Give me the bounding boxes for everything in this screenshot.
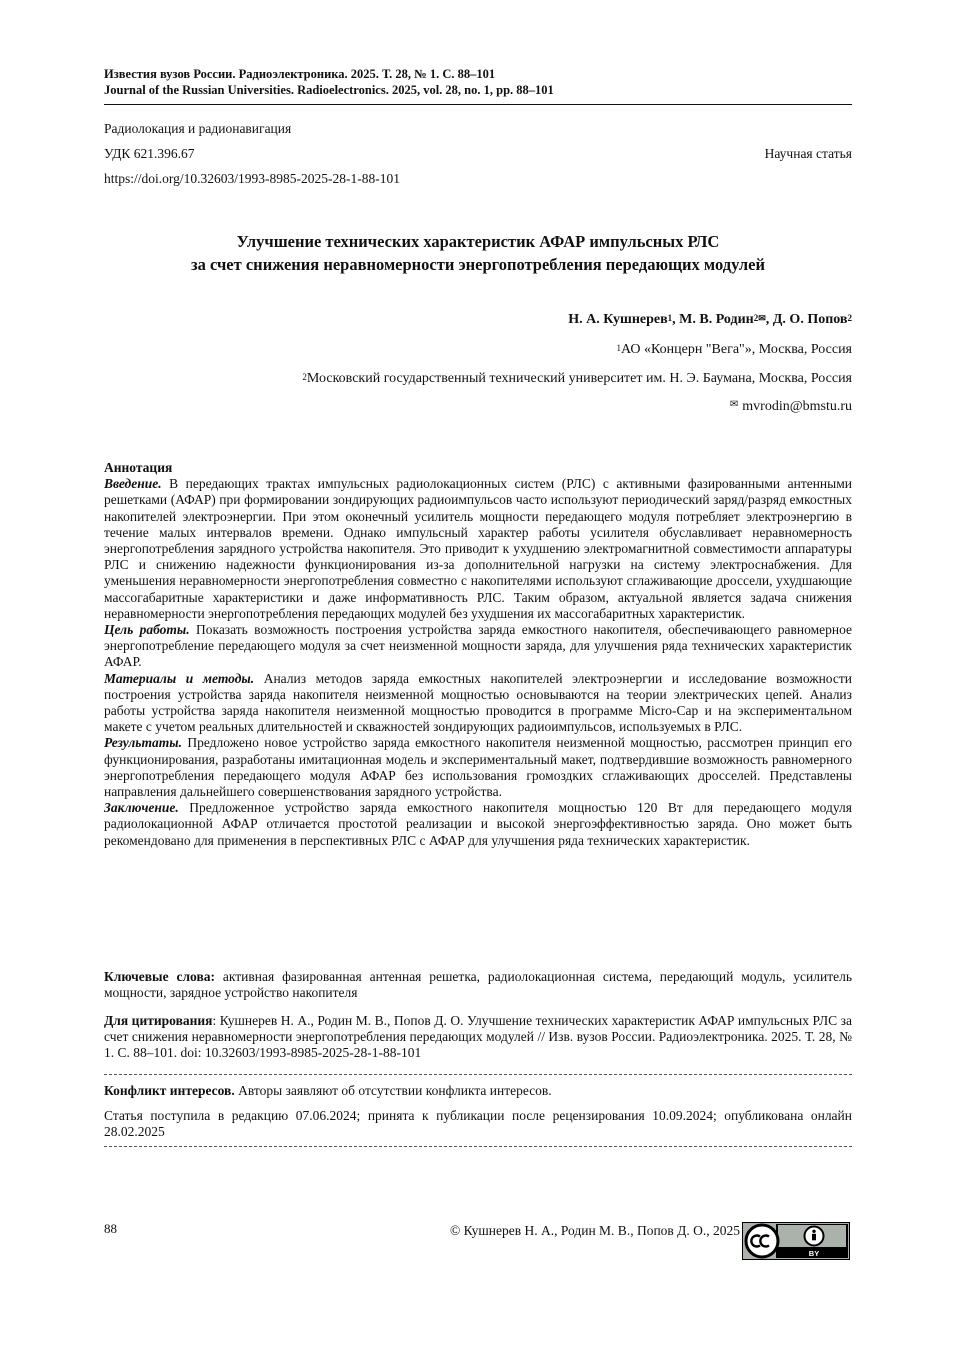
abstract-text: В передающих трактах импульсных радиолокационных систем (РЛС) с активными фазированными антенными решетками (АФАР) при формировании зондирующих радиоимпульсов часто используют периодический заряд/разряд емкостных накопителей электроэнергии. При этом оконечный усилитель мощности передающего модуля потребляет электроэнергию в течение малых интервалов времени. Однако импульсный характер работы усилителя обуславливает неравномерность энергопотребления зарядного устройства накопителя. Это приводит к ухудшению электромагнитной совместимости аппаратуры РЛС и снижению надежности функционирования из-за дополнительной нагрузки на систему электроснабжения. Для уменьшения неравномерности энергопотребления совместно с накопителями используют сглаживающие дроссели, ухудшающие массогабаритные характеристики и даже информативность РЛС. Таким образом, актуальной является задача снижения неравномерности энергопотребления передающих модулей без ухудшения их массогабаритных характеристик. (104, 476, 852, 621)
abstract-heading: Аннотация (104, 460, 173, 475)
abstract-text: Анализ методов заряда емкостных накопителей электроэнергии и исследование возможности построения устройства заряда накопителя неизменной мощностью основываются на теории электрических цепей. Анализ работы устройства заряда накопителя неизменной мощностью проводится в программе Micro-Cap и на экспериментальном макете с учетом реальных длительностей и скважностей зондирующих радиоимпульсов, используемых в РЛС. (104, 670, 852, 735)
abstract-text: Показать возможность построения устройства заряда емкостного накопителя, обеспечивающего равномерное энергопотребление передающего модуля за счет неизменной мощности заряда, для улучшения ряда технических характеристик АФАР. (104, 622, 853, 670)
affiliation-sup: 2 (302, 372, 307, 382)
journal-header-en: Journal of the Russian Universities. Radioelectronics. 2025, vol. 28, no. 1, pp. 88–101 (104, 83, 554, 97)
cc-by-icon[interactable] (742, 1222, 850, 1260)
abstract (104, 460, 852, 849)
header-rule (104, 104, 852, 105)
affiliation-sup: 1 (616, 343, 621, 353)
abstract-label: Результаты. (104, 735, 182, 751)
citation-text: : Кушнерев Н. А., Родин М. В., Попов Д. О. Улучшение технических характеристик АФАР импульсных РЛС за счет снижения неравномерности энергопотребления передающих модулей // Изв. вузов России. Радиоэлектроника. 2025. Т. 28, № 1. С. 88–101. doi: 10.32603/1993-8985-2025-28-1-88-101 (104, 1013, 852, 1061)
author-name: М. В. Родин (679, 312, 754, 327)
title-line-2: за счет снижения неравномерности энергопотребления передающих модулей (191, 255, 765, 274)
abstract-results (104, 735, 852, 800)
author-affil-sup: 2✉ (753, 313, 766, 323)
author-separator: , (672, 312, 680, 327)
abstract-label: Заключение. (104, 800, 179, 816)
keywords-label: Ключевые слова: (104, 969, 216, 984)
affiliation-text: АО «Концерн "Вега"», Москва, Россия (620, 342, 852, 357)
abstract-text: Предложенное устройство заряда емкостного накопителя мощностью 120 Вт для передающего модуля радиолокационной АФАР отличается простотой реализации и высокой энергоэффективностью заряда. Оно может быть рекомендовано для применения в перспективных РЛС с АФАР для улучшения ряда технических характеристик. (104, 800, 852, 848)
keywords (104, 969, 852, 1001)
conflict-of-interest (104, 1083, 852, 1099)
journal-header-ru: Известия вузов России. Радиоэлектроника. 2025. Т. 28, № 1. С. 88–101 (104, 67, 496, 81)
author-list (568, 311, 852, 329)
abstract-label: Материалы и методы. (104, 670, 255, 686)
journal-header (104, 66, 554, 98)
article-dates: Статья поступила в редакцию 07.06.2024; принята к публикации после рецензирования 10.09.2024; опубликована онлайн 28.02.2025 (104, 1108, 852, 1140)
abstract-label: Введение. (104, 476, 162, 492)
citation (104, 1013, 852, 1062)
abstract-methods (104, 671, 852, 736)
affiliation-text: Московский государственный технический университет им. Н. Э. Баумана, Москва, Россия (306, 371, 852, 386)
author-name: Н. А. Кушнерев (568, 312, 668, 327)
keywords-text: активная фазированная антенная решетка, радиолокационная система, передающий модуль, усилитель мощности, зарядное устройство накопителя (104, 969, 853, 1001)
abstract-conclusion (104, 800, 852, 849)
affiliation-2 (302, 370, 852, 388)
dashed-divider (104, 1074, 852, 1075)
abstract-label: Цель работы. (104, 622, 190, 638)
cc-by-badge (742, 1222, 850, 1260)
citation-label: Для цитирования (104, 1013, 213, 1028)
author-affil-sup: 1 (667, 313, 673, 323)
article-title (104, 230, 852, 276)
page-number: 88 (104, 1221, 117, 1236)
abstract-introduction (104, 476, 852, 622)
envelope-icon: ✉ (729, 399, 739, 410)
article-type: Научная статья (764, 146, 852, 161)
corresponding-email (730, 398, 852, 416)
author-separator: , (765, 312, 773, 327)
email-address[interactable]: mvrodin@bmstu.ru (742, 399, 852, 414)
abstract-aim (104, 622, 852, 671)
section-name: Радиолокация и радионавигация (104, 121, 292, 136)
license-label: BY (808, 1249, 820, 1258)
affiliation-1 (616, 341, 852, 359)
conflict-label: Конфликт интересов. (104, 1083, 235, 1098)
title-line-1: Улучшение технических характеристик АФАР импульсных РЛС (236, 232, 720, 251)
udk-code: УДК 621.396.67 (104, 146, 195, 161)
author-name: Д. О. Попов (772, 312, 848, 327)
copyright-notice: © Кушнерев Н. А., Родин М. В., Попов Д. О., 2025 (449, 1223, 740, 1238)
abstract-text: Предложено новое устройство заряда емкостного накопителя неизменной мощностью, рассмотрен принцип его функционирования, разработаны имитационная модель и экспериментальный макет, подтвердившие возможность равномерного энергопотребления передающего модуля АФАР без использования громоздких сглаживающих дросселей. Представлены направления дальнейшего совершенствования зарядного устройства. (104, 735, 852, 800)
doi-link[interactable]: https://doi.org/10.32603/1993-8985-2025-28-1-88-101 (104, 171, 400, 186)
conflict-text: Авторы заявляют об отсутствии конфликта интересов. (234, 1083, 552, 1098)
dashed-divider (104, 1146, 852, 1147)
author-affil-sup: 2 (847, 313, 852, 323)
